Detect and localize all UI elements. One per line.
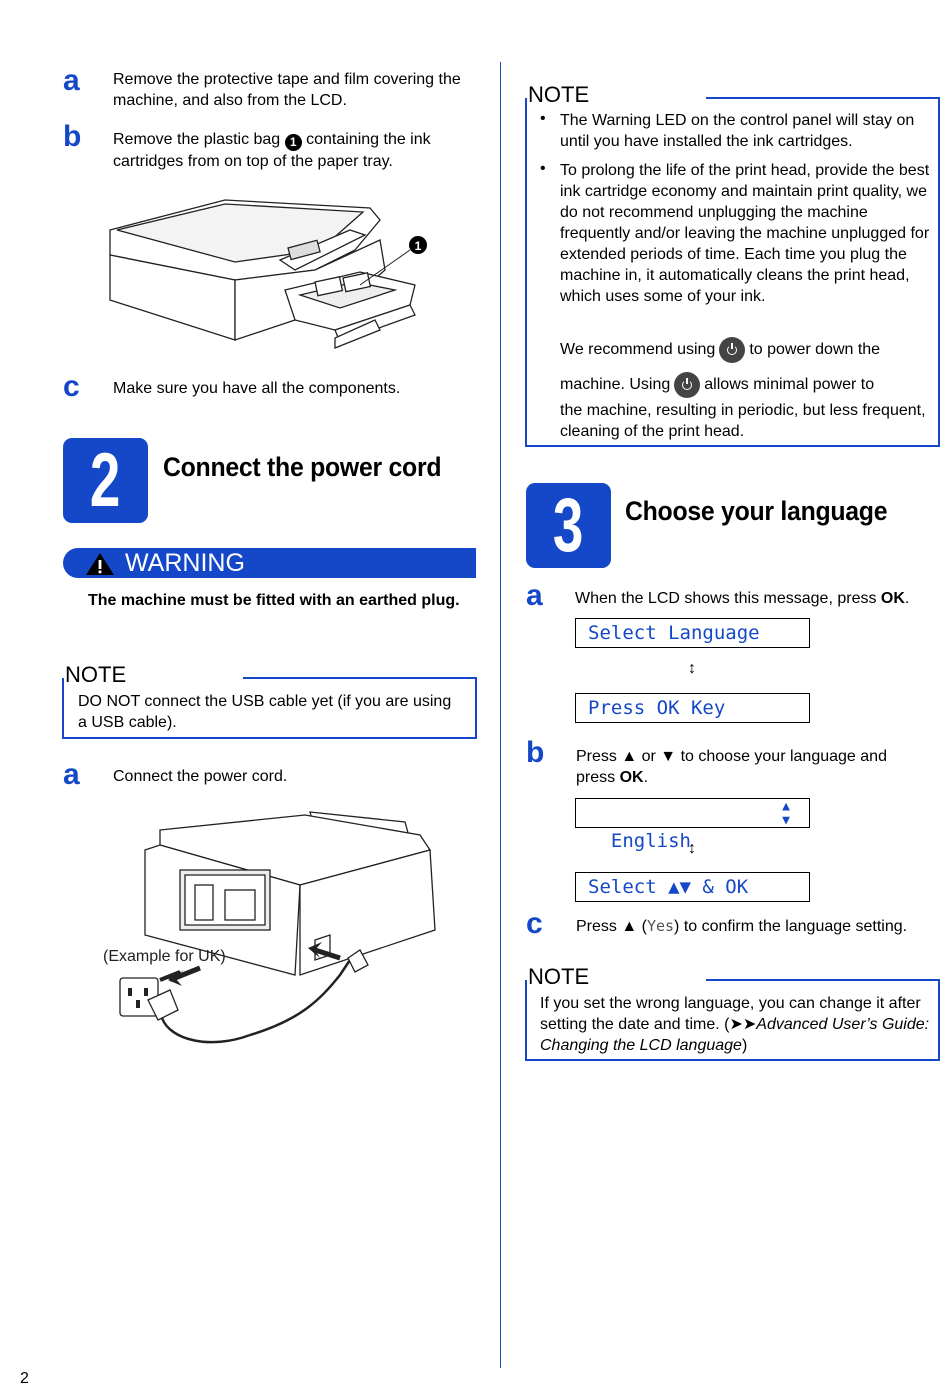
note-heading-right-2: NOTE	[528, 964, 590, 989]
lcd-select-language: Select Language	[575, 618, 810, 648]
warning-label: WARNING	[125, 549, 245, 577]
power-button-icon-2	[674, 372, 700, 398]
step-1c-letter: c	[63, 370, 80, 403]
step-1a-text: Remove the protective tape and film covering the machine, and also from the LCD.	[113, 71, 461, 109]
lcd-press-ok: Press OK Key	[575, 693, 810, 723]
step-3a-letter: a	[526, 579, 543, 612]
step-3-title: Choose your language	[625, 496, 888, 526]
step-3c-letter: c	[526, 907, 543, 940]
lcd-english: English ▲ ▼	[575, 798, 810, 828]
step-2a-letter: a	[63, 758, 80, 791]
note-bullet-2: To prolong the life of the print head, provide the best ink cartridge economy and maintain print quality, we do not recommend unplugging the machine frequently and/or leaving the machine unplugged for extended periods of time. Each time you plug the machine in, it automatically cleans the print head, which uses some of your ink.	[560, 162, 930, 305]
note-text-right-2: If you set the wrong language, you can change it after setting the date and time. (➤➤Advanced User’s Guide: Changing the LCD language)	[540, 995, 930, 1054]
updown-arrow-1-icon: ↕	[688, 660, 696, 677]
note-heading-right-1: NOTE	[528, 82, 590, 107]
illustration-callout: 1	[414, 239, 422, 253]
step-3c-text: Press ▲ (Yes) to confirm the language setting.	[576, 917, 908, 935]
step-1b-letter: b	[63, 120, 82, 153]
lcd-select-arrows-ok: Select ▲▼ & OK	[575, 872, 810, 902]
step-1a-letter: a	[63, 64, 80, 97]
step-3b-letter: b	[526, 736, 545, 769]
bullet-1: •	[540, 110, 546, 127]
step-3b-text: Press ▲ or ▼ to choose your language and press OK.	[576, 748, 887, 786]
note-recommend-line-3: the machine, resulting in periodic, but less frequent, cleaning of the print head.	[560, 402, 926, 440]
step-1b-text: Remove the plastic bag 1 containing the ink cartridges from on top of the paper tray.	[113, 131, 431, 170]
step-3-number-box: 3	[526, 483, 611, 568]
illustration-caption: (Example for UK)	[103, 948, 226, 965]
callout-1-icon: 1	[285, 134, 302, 151]
page-number: 2	[20, 1370, 29, 1387]
printer-illustration-icon	[105, 190, 435, 355]
power-cord-illustration-icon	[100, 800, 445, 1055]
warning-text: The machine must be fitted with an earthed plug.	[88, 592, 460, 609]
note-recommend-line-2: machine. Using allows minimal power to	[560, 372, 935, 398]
step-1c-text: Make sure you have all the components.	[113, 380, 401, 397]
lcd-updown-icon: ▲ ▼	[782, 799, 790, 828]
warning-bar	[63, 548, 476, 578]
step-2a-text: Connect the power cord.	[113, 768, 288, 785]
note-text-left: DO NOT connect the USB cable yet (if you are using a USB cable).	[78, 693, 452, 731]
note-heading-left: NOTE	[65, 662, 127, 687]
updown-arrow-2-icon: ↕	[688, 840, 696, 857]
bullet-2: •	[540, 160, 546, 177]
power-button-icon	[719, 337, 745, 363]
step-3a-text: When the LCD shows this message, press OK.	[575, 590, 910, 607]
warning-triangle-icon	[85, 552, 115, 576]
note-recommend-line-1: We recommend using to power down the	[560, 337, 935, 363]
note-bullet-1: The Warning LED on the control panel will stay on until you have installed the ink cartridges.	[560, 112, 915, 150]
step-2-number-box: 2	[63, 438, 148, 523]
column-divider	[500, 62, 501, 1368]
step-2-title: Connect the power cord	[163, 452, 442, 482]
